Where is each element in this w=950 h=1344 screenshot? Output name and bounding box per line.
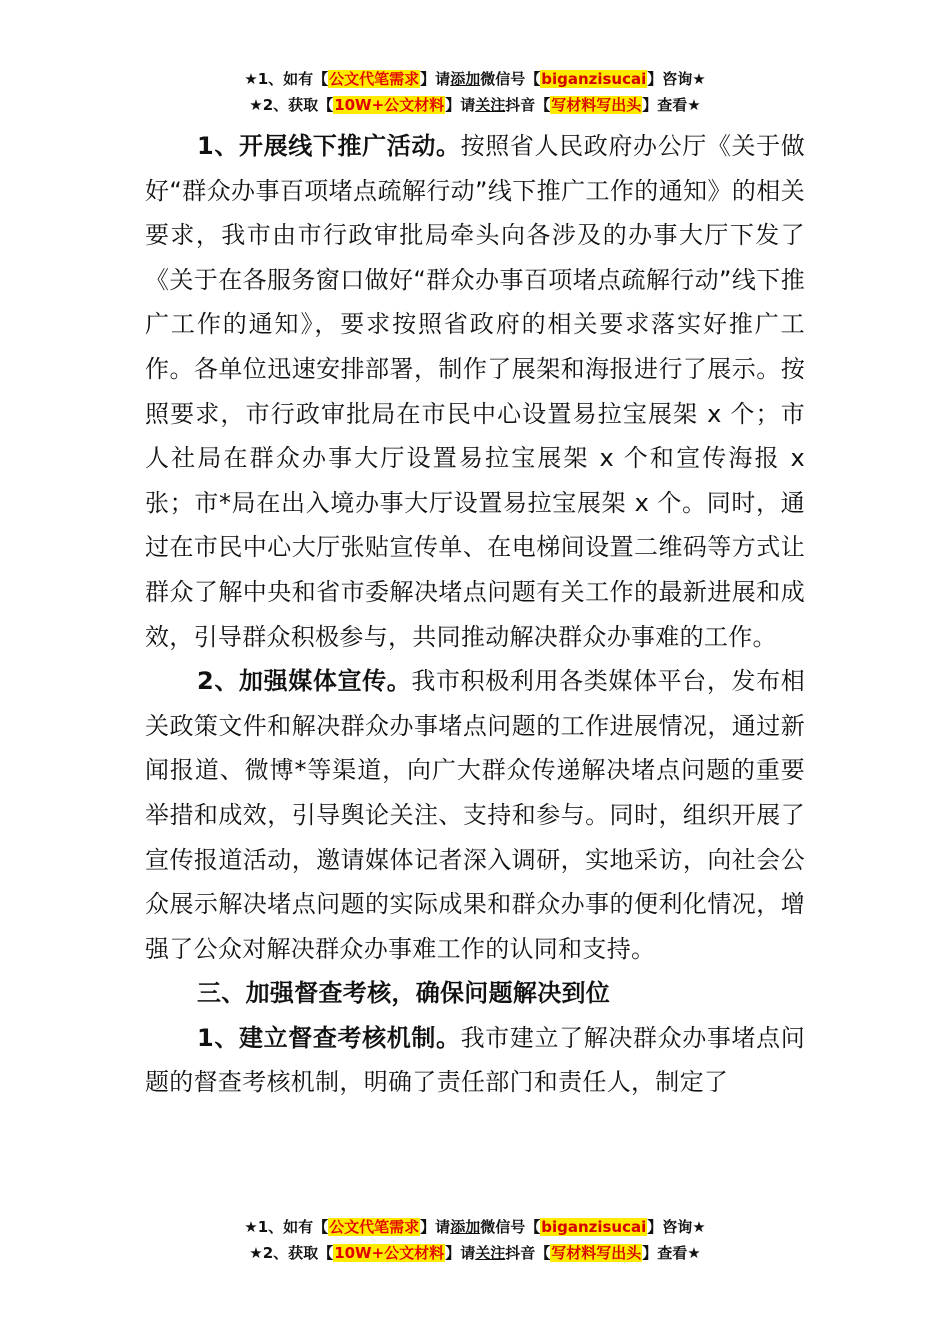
paragraph-text: 按照省人民政府办公厅《关于做好“群众办事百项堵点疏解行动”线下推广工作的通知》的相关要求，我市由市行政审批局牵头向各涉及的办事大厅下发了《关于在各服务窗口做好“群众办事百项堵点疏解行动”线下推广工作的通知》，要求按照省政府的相关要求落实好推广工作。各单位迅速安排部署，制作了展架和海报进行了展示。按照要求，市行政审批局在市民中心设置易拉宝展架 x 个；市人社局在群众办事大厅设置易拉宝展架 x 个和宣传海报 x 张；市*局在出入境办事大厅设置易拉宝展架 x 个。同时，通过在市民中心大厅张贴宣传单、在电梯间设置二维码等方式让群众了解中央和省市委解决堵点问题有关工作的最新进展和成效，引导群众积极参与，共同推动解决群众办事难的工作。 [145, 132, 806, 651]
banner-text: 】咨询★ [647, 1218, 706, 1236]
header-banner [0, 66, 950, 118]
banner-text: 】咨询★ [647, 70, 706, 88]
banner-text: 】请 [445, 96, 476, 114]
banner-text: ★2、获取【 [249, 1244, 334, 1262]
banner-text: ★1、如有【 [244, 1218, 329, 1236]
banner-highlight: 公文代笔需求 [329, 70, 420, 88]
banner-line-2 [0, 92, 950, 118]
document-body [145, 124, 805, 1105]
paragraph [145, 1016, 805, 1105]
banner-text: ★2、获取【 [249, 96, 334, 114]
paragraph-heading: 1、开展线下推广活动。 [197, 132, 461, 160]
banner-text: 】请 [445, 1244, 476, 1262]
banner-text: ★1、如有【 [244, 70, 329, 88]
banner-text: 微信号【 [480, 1218, 541, 1236]
banner-wechat-id: biganzisucai [541, 1218, 647, 1236]
banner-line-1 [0, 1214, 950, 1240]
paragraph-heading: 2、加强媒体宣传。 [197, 667, 412, 696]
banner-text: 】请 [420, 70, 451, 88]
banner-douyin-name: 写材料写出头 [551, 1244, 642, 1262]
paragraph-text: 我市建立了解决群众办事堵点问题的督查考核机制，明确了责任部门和责任人，制定了 [145, 1023, 806, 1097]
banner-text: 抖音【 [505, 1244, 551, 1262]
banner-wechat-id: biganzisucai [541, 70, 647, 88]
banner-text: 微信号【 [480, 70, 541, 88]
banner-highlight: 10W+公文材料 [334, 96, 445, 114]
banner-text-underlined: 添加 [450, 70, 481, 88]
banner-text: 】查看★ [642, 1244, 701, 1262]
paragraph-text: 我市积极利用各类媒体平台，发布相关政策文件和解决群众办事堵点问题的工作进展情况，通过新闻报道、微博*等渠道，向广大群众传递解决堵点问题的重要举措和成效，引导舆论关注、支持和参与。同时，组织开展了宣传报道活动，邀请媒体记者深入调研，实地采访，向社会公众展示解决堵点问题的实际成果和群众办事的便利化情况，增强了公众对解决群众办事难工作的认同和支持。 [145, 667, 805, 963]
banner-highlight: 10W+公文材料 [334, 1244, 445, 1262]
banner-douyin-name: 写材料写出头 [551, 96, 642, 114]
paragraph-heading: 1、建立督查考核机制。 [197, 1023, 461, 1052]
paragraph [145, 124, 805, 659]
banner-text-underlined: 添加 [450, 1218, 481, 1236]
banner-line-1 [0, 66, 950, 92]
paragraph [145, 659, 805, 971]
banner-text-underlined: 关注 [475, 96, 506, 114]
banner-line-2 [0, 1240, 950, 1266]
footer-banner [0, 1214, 950, 1266]
banner-highlight: 公文代笔需求 [329, 1218, 420, 1236]
banner-text-underlined: 关注 [475, 1244, 506, 1262]
banner-text: 】查看★ [642, 96, 701, 114]
banner-text: 】请 [420, 1218, 451, 1236]
section-title: 三、加强督查考核，确保问题解决到位 [197, 979, 611, 1008]
banner-text: 抖音【 [505, 96, 551, 114]
